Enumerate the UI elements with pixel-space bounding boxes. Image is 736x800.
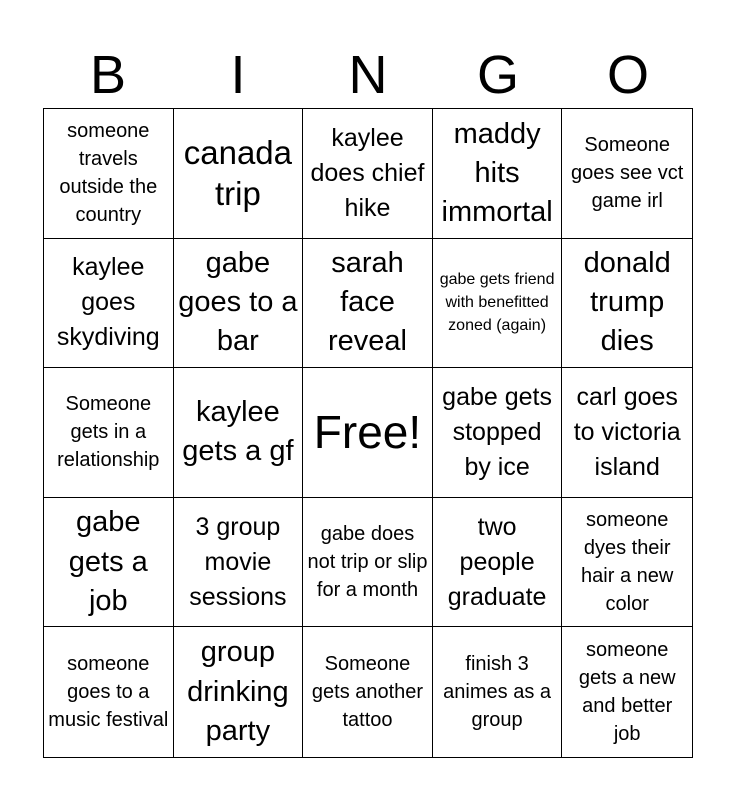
- bingo-cell[interactable]: [174, 109, 304, 239]
- bingo-cell-text: someone dyes their hair a new color: [581, 509, 674, 616]
- bingo-cell-text: gabe gets a job: [68, 506, 148, 617]
- bingo-cell-text: kaylee does chief hike: [310, 123, 425, 222]
- bingo-cell[interactable]: [433, 239, 563, 369]
- bingo-cell[interactable]: [303, 498, 433, 628]
- bingo-cell-text: Someone goes see vct game irl: [571, 134, 684, 213]
- bingo-cell-text: 3 group movie sessions: [189, 512, 287, 611]
- bingo-cell[interactable]: [433, 498, 563, 628]
- bingo-cell[interactable]: [44, 239, 174, 369]
- bingo-cell[interactable]: [562, 239, 692, 369]
- bingo-cell[interactable]: [44, 368, 174, 498]
- header-letter-i: I: [230, 45, 246, 105]
- bingo-cell[interactable]: [562, 498, 692, 628]
- bingo-cell-text: finish 3 animes as a group: [443, 653, 552, 732]
- bingo-cell-text: sarah face reveal: [327, 247, 407, 358]
- bingo-cell[interactable]: [174, 239, 304, 369]
- header-letter-n: N: [348, 45, 388, 105]
- bingo-cell-text: gabe does not trip or slip for a month: [307, 523, 428, 602]
- bingo-header: [43, 42, 693, 108]
- bingo-cell[interactable]: [303, 239, 433, 369]
- bingo-cell[interactable]: [433, 109, 563, 239]
- bingo-cell[interactable]: [433, 627, 563, 757]
- bingo-cell-text: gabe goes to a bar: [178, 247, 298, 358]
- bingo-cell-text: canada trip: [183, 134, 293, 213]
- bingo-cell-text: someone gets a new and better job: [578, 639, 676, 746]
- bingo-cell[interactable]: [562, 109, 692, 239]
- bingo-cell[interactable]: [303, 627, 433, 757]
- header-letter-b: B: [89, 45, 127, 105]
- bingo-cell[interactable]: [433, 368, 563, 498]
- bingo-cell-text: kaylee gets a gf: [182, 396, 294, 468]
- bingo-cell-text: maddy hits immortal: [441, 117, 553, 228]
- bingo-cell-text: Someone gets in a relationship: [57, 393, 160, 472]
- bingo-cell[interactable]: [174, 627, 304, 757]
- bingo-cell-text: someone travels outside the country: [59, 120, 158, 227]
- bingo-cell-text: Someone gets another tattoo: [311, 653, 424, 732]
- bingo-cell-text: donald trump dies: [583, 247, 671, 358]
- bingo-cell-text: someone goes to a music festival: [48, 653, 169, 732]
- bingo-cell[interactable]: [174, 498, 304, 628]
- bingo-cell[interactable]: [44, 627, 174, 757]
- bingo-cell-text: carl goes to victoria island: [573, 382, 681, 481]
- bingo-cell-text: kaylee goes skydiving: [56, 253, 160, 352]
- bingo-cell-text: gabe gets friend with benefitted zoned (again): [439, 271, 555, 335]
- header-letter-o: O: [606, 45, 649, 105]
- bingo-cell-text: group drinking party: [187, 636, 289, 747]
- bingo-cell-text: two people graduate: [447, 512, 547, 611]
- bingo-cell[interactable]: [562, 368, 692, 498]
- bingo-board: [43, 108, 693, 758]
- free-space-text: Free!: [313, 405, 422, 458]
- bingo-cell[interactable]: [174, 368, 304, 498]
- free-space-cell[interactable]: [303, 368, 433, 498]
- bingo-cell[interactable]: [44, 498, 174, 628]
- bingo-cell-text: gabe gets stopped by ice: [442, 382, 552, 481]
- bingo-cell[interactable]: [562, 627, 692, 757]
- header-letter-g: G: [476, 45, 519, 105]
- bingo-cell[interactable]: [44, 109, 174, 239]
- bingo-cell[interactable]: [303, 109, 433, 239]
